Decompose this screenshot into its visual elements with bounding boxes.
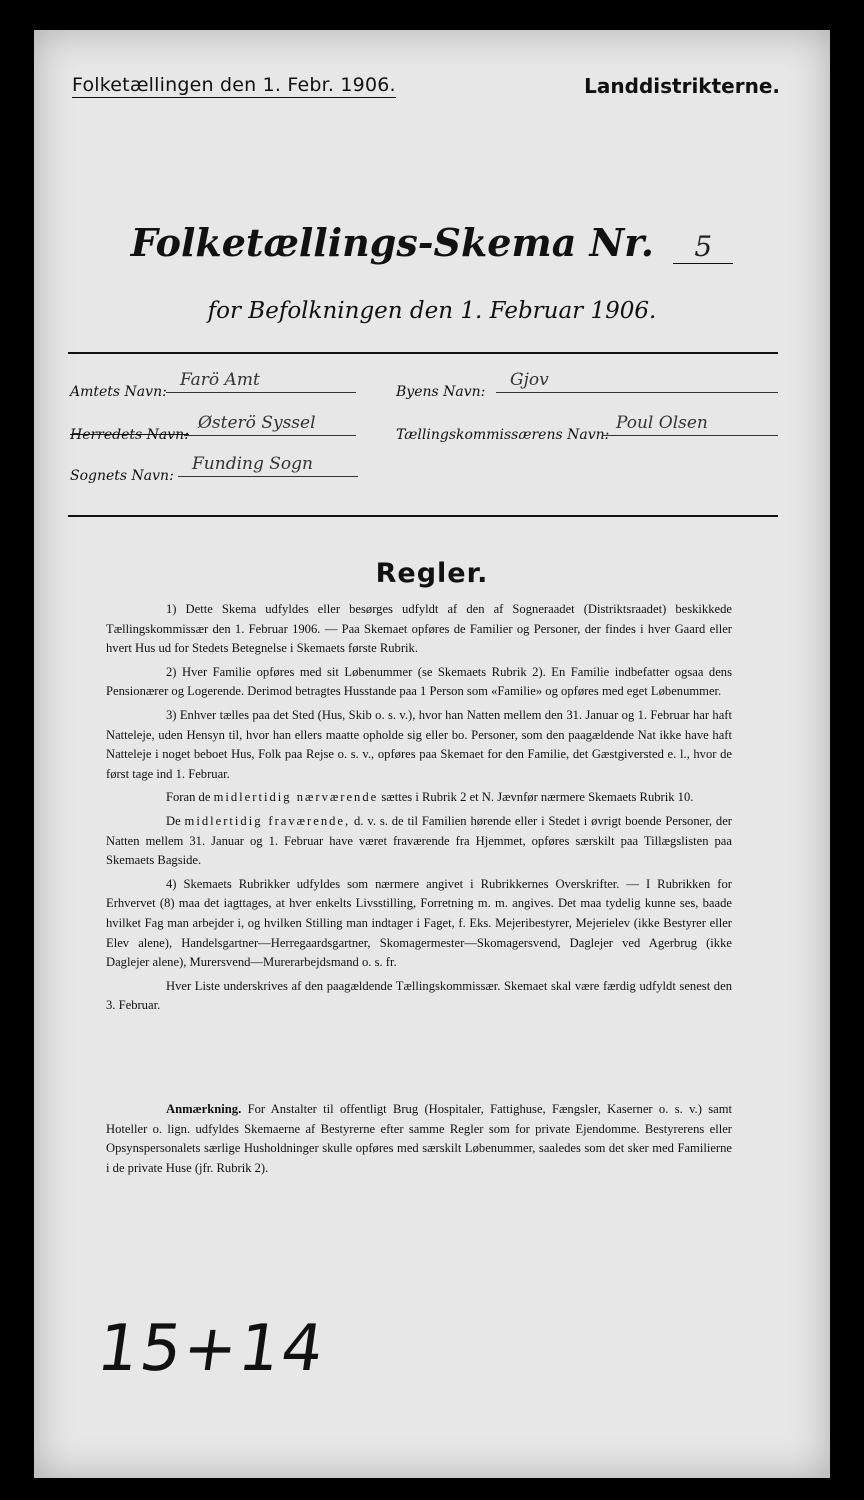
rules-body bbox=[106, 600, 732, 1020]
rule-1: 1) Dette Skema udfyldes eller besørges udfyldt af den af Sogneraadet (Distriktsraadet) beskikkede Tællingskommissær den 1. Februar 1906. — Paa Skemaet opføres de Familier og Personer, der findes i hver Gaard eller hvert Hus ud for Stedets Betegnelse i Skemaets første Rubrik. bbox=[106, 602, 732, 656]
amt-label: Amtets Navn: bbox=[70, 384, 167, 400]
form-subtitle: for Befolkningen den 1. Februar 1906. bbox=[207, 298, 657, 324]
form-title bbox=[34, 220, 830, 265]
note-section bbox=[106, 1100, 732, 1178]
amt-value: Farö Amt bbox=[180, 370, 260, 390]
form-title-text: Folketællings-Skema Nr. bbox=[130, 220, 655, 265]
note-paragraph bbox=[106, 1100, 732, 1178]
header-census-date: Folketællingen den 1. Febr. 1906. bbox=[72, 74, 396, 96]
rule-4: 4) Skemaets Rubrikker udfyldes som nærmere angivet i Rubrikkernes Overskrifter. — I Rubrikken for Erhvervet (8) maa det iagttages, at hver enkelts Livsstilling, Forretning m. m. angives. Det maa tydelig kunne ses, baade hvilket Fag man arbejder i, og hvilken Stilling man indtager i Faget, f. Eks. Mejeribestyrer, Mejerielev (ikke Bestyrer eller Elev alene), Handelsgartner—Herregaardsgartner, Skomagermester—Skomagersvend, Daglejer ved Agerbrug (ikke Daglejer alene), Murersvend—Murerarbejdsmand o. s. fr. bbox=[106, 876, 732, 970]
sogn-label: Sognets Navn: bbox=[70, 468, 174, 484]
divider-top bbox=[68, 352, 778, 354]
rule-3-present-post: sættes i Rubrik 2 et N. Jævnfør nærmere Skemaets Rubrik 10. bbox=[381, 790, 694, 805]
kommissaer-field bbox=[602, 413, 778, 436]
byens-field bbox=[496, 370, 778, 393]
rule-3-present-spaced: midlertidig nærværende bbox=[213, 790, 379, 805]
handwritten-count: 15+14 bbox=[92, 1312, 330, 1386]
byens-label: Byens Navn: bbox=[396, 384, 486, 400]
census-form-page bbox=[34, 30, 830, 1478]
rule-3-absent bbox=[106, 812, 732, 871]
rule-2: 2) Hver Familie opføres med sit Løbenummer (se Skemaets Rubrik 2). En Familie indbefatter ogsaa dens Pensionærer og Logerende. Derimod betragtes Husstande paa 1 Person som «Familie» og opføres med eget Løbenummer. bbox=[106, 664, 732, 699]
rules-heading: Regler. bbox=[375, 558, 489, 589]
form-number: 5 bbox=[673, 230, 733, 264]
note-label: Anmærkning. bbox=[166, 1102, 242, 1116]
rule-4-signature: Hver Liste underskrives af den paagældende Tællingskommissær. Skemaet skal være færdig udfyldt senest den 3. Februar. bbox=[106, 978, 732, 1013]
rule-3-absent-post: d. v. s. de til Familien hørende eller i Stedet i øvrigt boende Personer, der Natten mellem 31. Januar og 1. Februar have været fraværende fra Hjemmet, opføres særskilt paa Tillægslisten paa Skemaets Bagside. bbox=[106, 813, 732, 868]
rule-3: 3) Enhver tælles paa det Sted (Hus, Skib o. s. v.), hvor han Natten mellem den 31. Januar og 1. Februar har haft Natteleje, uden Hensyn til, hvor han ellers maatte opholde sig eller bo. Personer, som den paagældende Nat ikke have haft Natteleje i noget beboet Hus, Folk paa Rejse o. s. v., opføres paa Skemaet for den Familie, det Gæstgiversted e. l., hvor de først tage ind 1. Februar. bbox=[106, 707, 732, 781]
kommissaer-value: Poul Olsen bbox=[616, 413, 708, 433]
kommissaer-label: Tællingskommissærens Navn: bbox=[396, 427, 610, 443]
rule-3-present-pre: Foran de bbox=[166, 790, 211, 805]
note-text: For Anstalter til offentligt Brug (Hospitaler, Fattighuse, Fængsler, Kaserner o. s. v.) samt Hoteller o. lign. udfyldes Skemaerne af Bestyrerne efter samme Regler som for private Ejendomme. Bestyrerens eller Opsynspersonalets særlige Husholdninger skulle opføres med særskilt Løbenummer, saaledes som det sker med Familierne i de private Huse (jfr. Rubrik 2). bbox=[106, 1102, 732, 1175]
herred-label: Herredets Navn: bbox=[70, 427, 189, 443]
rule-3-present bbox=[106, 788, 732, 808]
sogn-value: Funding Sogn bbox=[192, 454, 313, 474]
sogn-field bbox=[178, 454, 358, 477]
rule-3-absent-pre: De bbox=[166, 813, 181, 828]
rule-3-absent-spaced: midlertidig fraværende, bbox=[184, 813, 351, 828]
byens-value: Gjov bbox=[510, 370, 549, 390]
herred-value: Østerö Syssel bbox=[198, 413, 316, 433]
divider-bottom bbox=[68, 515, 778, 517]
herred-field bbox=[184, 413, 356, 436]
header-district-type: Landdistrikterne. bbox=[584, 74, 780, 98]
amt-field bbox=[166, 370, 356, 393]
